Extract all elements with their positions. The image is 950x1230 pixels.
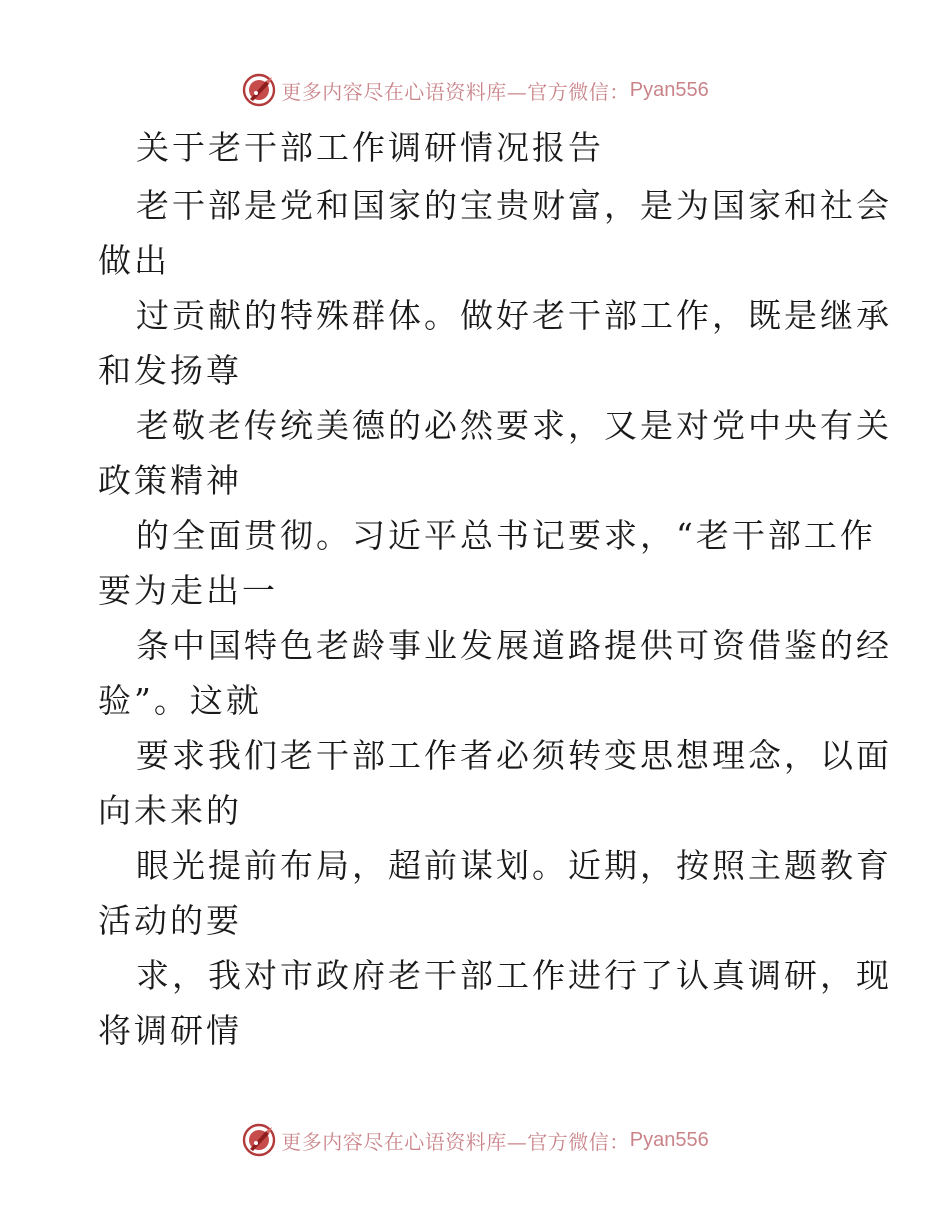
promo-text: 更多内容尽在心语资料库—: [281, 79, 528, 104]
text-line: 政策精神: [98, 461, 242, 500]
wechat-label: 官方微信：: [527, 79, 630, 104]
text-line: 要为走出一: [98, 571, 278, 610]
text-line: 将调研情: [98, 1011, 242, 1050]
text-line: 求，我对市政府老干部工作进行了认真调研，现: [136, 956, 892, 995]
text-line: 要求我们老干部工作者必须转变思想理念，以面: [136, 736, 892, 775]
document-title: 关于老干部工作调研情况报告: [136, 128, 604, 167]
quill-seal-logo-icon: [241, 1122, 277, 1158]
text-line: 老敬老传统美德的必然要求，又是对党中央有关: [136, 406, 892, 445]
text-line: 验”。这就: [98, 681, 262, 720]
wechat-id: Pyan556: [629, 1128, 709, 1151]
promo-text: 更多内容尽在心语资料库—: [281, 1129, 528, 1154]
text-line: 眼光提前布局，超前谋划。近期，按照主题教育: [136, 846, 892, 885]
document-body: [98, 120, 892, 1058]
text-line: 活动的要: [98, 901, 242, 940]
quill-seal-logo-icon: [241, 72, 277, 108]
text-line: 老干部是党和国家的宝贵财富，是为国家和社会: [136, 186, 892, 225]
text-line: 做出: [98, 241, 170, 280]
text-line: 的全面贯彻。习近平总书记要求，“老干部工作: [136, 516, 876, 555]
text-line: 条中国特色老龄事业发展道路提供可资借鉴的经: [136, 626, 892, 665]
wechat-label: 官方微信：: [527, 1129, 630, 1154]
footer-banner: [0, 1120, 950, 1160]
text-line: 过贡献的特殊群体。做好老干部工作，既是继承: [136, 296, 892, 335]
text-line: 向未来的: [98, 791, 242, 830]
wechat-id: Pyan556: [629, 78, 709, 101]
text-line: 和发扬尊: [98, 351, 242, 390]
header-banner: [0, 70, 950, 110]
